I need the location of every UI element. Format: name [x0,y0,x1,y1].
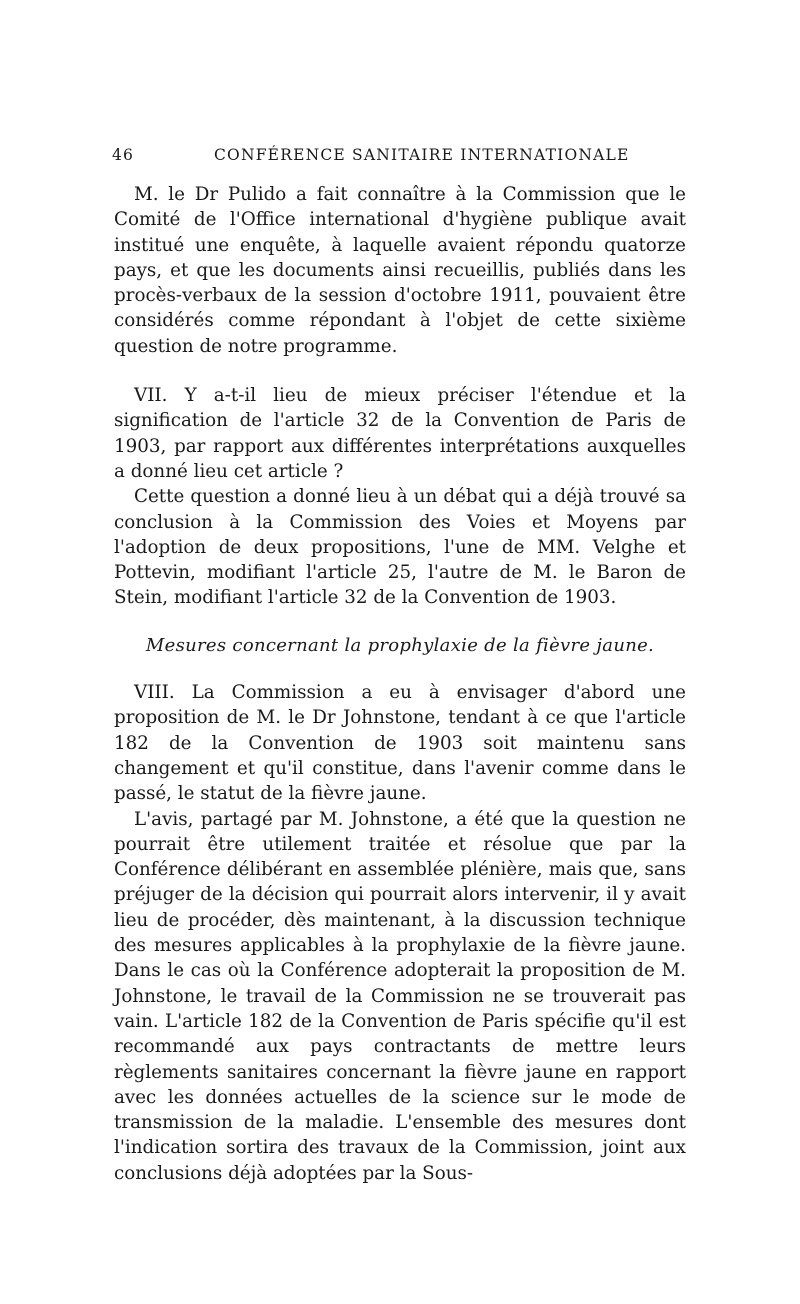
paragraph-pulido: M. le Dr Pulido a fait connaître à la Commission que le Comité de l'Office international d'hygiène publique avait institué une enquête, à laquelle avaient répondu quatorze pays, et que les documents ainsi recueillis, publiés dans les procès-verbaux de la session d'octobre 1911, pouvaient être considérés comme répondant à l'objet de cette sixième question de notre programme. [114,184,686,357]
page-number: 46 [112,146,135,164]
section-heading: Mesures concernant la prophylaxie de la fièvre jaune. [145,634,655,656]
paragraph-avis: L'avis, partagé par M. Johnstone, a été que la question ne pourrait être utilement traitée et résolue que par la Conférence délibérant en assemblée plénière, mais que, sans préjuger de la décision qui pourrait alors intervenir, il y avait lieu de procéder, dès maintenant, à la discussion technique des mesures applicables à la prophylaxie de la fièvre jaune. Dans le cas où la Conférence adopterait la proposition de M. Johnstone, le travail de la Commission ne se trouverait pas vain. L'article 182 de la Convention de Paris spécifie qu'il est recommandé aux pays contractants de mettre leurs règlements sanitaires concernant la fièvre jaune en rapport avec les données actuelles de la science sur le mode de transmission de la maladie. L'ensemble des mesures dont l'indication sortira des travaux de la Commission, joint aux conclusions déjà adoptées par la Sous- [114,808,686,1184]
spacer [114,658,686,680]
spacer [114,611,686,633]
paragraph-question-viii: VIII. La Commission a eu à envisager d'abord une proposition de M. le Dr Johnstone, tendant à ce que l'article 182 de la Convention de 1903 soit maintenu sans changement et qu'il constitue, dans l'avenir comme dans le passé, le statut de la fièvre jaune. [114,682,686,805]
spacer [114,359,686,383]
paragraph-debate: Cette question a donné lieu à un débat qui a déjà trouvé sa conclusion à la Commission des Voies et Moyens par l'adoption de deux propositions, l'une de MM. Velghe et Pottevin, modifiant l'article 25, l'autre de M. le Baron de Stein, modifiant l'article 32 de la Convention de 1903. [114,486,686,609]
paragraph-question-vii: VII. Y a-t-il lieu de mieux préciser l'étendue et la signification de l'article 32 de la Convention de Paris de 1903, par rapport aux différentes interprétations auxquelles a donné lieu cet article ? [114,385,686,482]
page-header [112,146,702,170]
body-text [114,182,686,1186]
running-title: CONFÉRENCE SANITAIRE INTERNATIONALE [214,146,630,164]
